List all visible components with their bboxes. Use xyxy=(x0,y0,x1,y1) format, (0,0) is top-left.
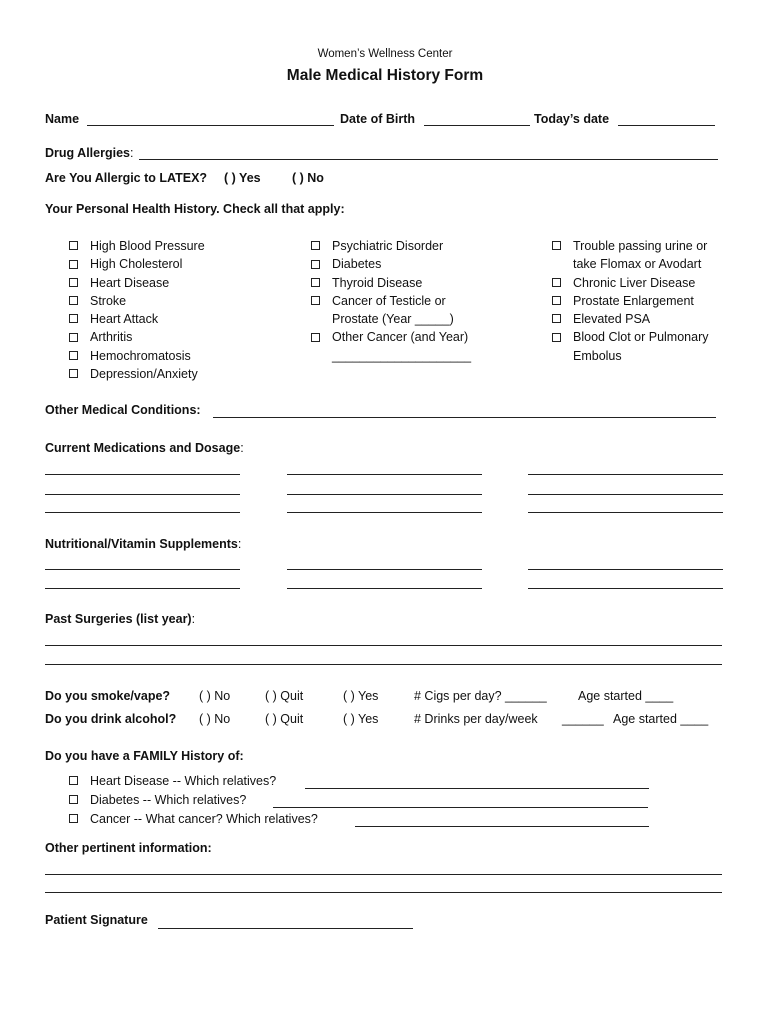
history-item[interactable]: High Cholesterol xyxy=(69,255,205,273)
checkbox-icon[interactable] xyxy=(69,333,78,342)
checkbox-icon[interactable] xyxy=(311,241,320,250)
other-conditions-label: Other Medical Conditions: xyxy=(45,403,201,417)
medication-line[interactable] xyxy=(528,474,723,475)
history-column-1 xyxy=(69,237,205,383)
history-column-2 xyxy=(311,237,471,365)
history-item[interactable]: Stroke xyxy=(69,292,205,310)
family-history-heading: Do you have a FAMILY History of: xyxy=(45,749,244,763)
history-item[interactable]: Prostate Enlargement xyxy=(552,292,708,310)
supplement-line[interactable] xyxy=(45,569,240,570)
history-item[interactable]: High Blood Pressure xyxy=(69,237,205,255)
other-info-line[interactable] xyxy=(45,874,722,875)
checkbox-icon[interactable] xyxy=(552,333,561,342)
family-diabetes-relatives-field[interactable] xyxy=(273,807,648,808)
latex-no-option[interactable]: ( ) No xyxy=(292,171,324,185)
cigs-per-day-field[interactable]: # Cigs per day? ______ xyxy=(414,689,547,703)
drinks-per-week-label: # Drinks per day/week xyxy=(414,712,538,726)
dob-field[interactable] xyxy=(424,125,530,126)
checkbox-icon[interactable] xyxy=(69,776,78,785)
family-history-item[interactable]: Heart Disease -- Which relatives? xyxy=(69,774,276,788)
surgeries-line[interactable] xyxy=(45,664,722,665)
smoke-quit-option[interactable]: ( ) Quit xyxy=(265,689,304,703)
other-info-label: Other pertinent information: xyxy=(45,841,212,855)
signature-label: Patient Signature xyxy=(45,913,148,927)
name-field[interactable] xyxy=(87,125,334,126)
supplement-line[interactable] xyxy=(287,588,482,589)
today-date-field[interactable] xyxy=(618,125,715,126)
checkbox-icon[interactable] xyxy=(552,278,561,287)
medication-line[interactable] xyxy=(528,512,723,513)
alcohol-quit-option[interactable]: ( ) Quit xyxy=(265,712,304,726)
history-item[interactable]: Diabetes xyxy=(311,255,471,273)
checkbox-icon[interactable] xyxy=(552,314,561,323)
history-item-continuation: Prostate (Year _____) xyxy=(332,312,454,327)
family-cancer-relatives-field[interactable] xyxy=(355,826,649,827)
drug-allergies-label: Drug Allergies: xyxy=(45,146,134,160)
smoke-yes-option[interactable]: ( ) Yes xyxy=(343,689,379,703)
checkbox-icon[interactable] xyxy=(69,814,78,823)
history-item[interactable]: Arthritis xyxy=(69,328,205,346)
medications-label: Current Medications and Dosage: xyxy=(45,441,244,455)
alcohol-yes-option[interactable]: ( ) Yes xyxy=(343,712,379,726)
history-item-continuation: take Flomax or Avodart xyxy=(573,257,702,272)
alcohol-no-option[interactable]: ( ) No xyxy=(199,712,231,726)
supplement-line[interactable] xyxy=(287,569,482,570)
checkbox-icon[interactable] xyxy=(311,260,320,269)
medication-line[interactable] xyxy=(287,494,482,495)
checkbox-icon[interactable] xyxy=(69,351,78,360)
medication-line[interactable] xyxy=(528,494,723,495)
name-label: Name xyxy=(45,112,80,126)
checkbox-icon[interactable] xyxy=(69,369,78,378)
other-info-line[interactable] xyxy=(45,892,722,893)
history-item[interactable]: Depression/Anxiety xyxy=(69,365,205,383)
history-item-continuation: ____________________ xyxy=(332,348,472,363)
checkbox-icon[interactable] xyxy=(69,296,78,305)
checkbox-icon[interactable] xyxy=(69,260,78,269)
other-conditions-field[interactable] xyxy=(213,417,716,418)
checkbox-icon[interactable] xyxy=(552,296,561,305)
history-item[interactable]: Heart Disease xyxy=(69,274,205,292)
smoke-no-option[interactable]: ( ) No xyxy=(199,689,231,703)
medication-line[interactable] xyxy=(45,512,240,513)
family-history-item[interactable]: Diabetes -- Which relatives? xyxy=(69,793,246,807)
history-item[interactable]: Hemochromatosis xyxy=(69,347,205,365)
history-item[interactable]: Thyroid Disease xyxy=(311,274,471,292)
history-item[interactable]: Heart Attack xyxy=(69,310,205,328)
checkbox-icon[interactable] xyxy=(69,278,78,287)
checkbox-icon[interactable] xyxy=(311,278,320,287)
supplement-line[interactable] xyxy=(45,588,240,589)
checkbox-icon[interactable] xyxy=(311,296,320,305)
checkbox-icon[interactable] xyxy=(311,333,320,342)
checkbox-icon[interactable] xyxy=(69,241,78,250)
personal-history-heading: Your Personal Health History. Check all that apply: xyxy=(45,202,345,216)
latex-question: Are You Allergic to LATEX? xyxy=(45,171,208,185)
medication-line[interactable] xyxy=(45,494,240,495)
alcohol-question: Do you drink alcohol? xyxy=(45,712,177,726)
history-item[interactable]: Psychiatric Disorder xyxy=(311,237,471,255)
history-item[interactable]: Cancer of Testicle or xyxy=(311,292,471,310)
history-item[interactable]: Blood Clot or Pulmonary xyxy=(552,328,708,346)
checkbox-icon[interactable] xyxy=(69,795,78,804)
surgeries-label: Past Surgeries (list year): xyxy=(45,612,196,626)
history-item[interactable]: Trouble passing urine or xyxy=(552,237,708,255)
today-date-label: Today’s date xyxy=(534,112,610,126)
family-history-item[interactable]: Cancer -- What cancer? Which relatives? xyxy=(69,812,318,826)
history-column-3 xyxy=(552,237,708,365)
history-item[interactable]: Elevated PSA xyxy=(552,310,708,328)
drug-allergies-field[interactable] xyxy=(139,159,718,160)
signature-field[interactable] xyxy=(158,928,413,929)
medication-line[interactable] xyxy=(287,474,482,475)
medication-line[interactable] xyxy=(287,512,482,513)
history-item[interactable]: Chronic Liver Disease xyxy=(552,274,708,292)
supplement-line[interactable] xyxy=(528,588,723,589)
supplements-label: Nutritional/Vitamin Supplements: xyxy=(45,537,242,551)
checkbox-icon[interactable] xyxy=(69,314,78,323)
supplement-line[interactable] xyxy=(528,569,723,570)
smoke-question: Do you smoke/vape? xyxy=(45,689,171,703)
history-item[interactable]: Other Cancer (and Year) xyxy=(311,328,471,346)
dob-label: Date of Birth xyxy=(340,112,415,126)
checkbox-icon[interactable] xyxy=(552,241,561,250)
form-title: Male Medical History Form xyxy=(286,67,484,84)
medication-line[interactable] xyxy=(45,474,240,475)
smoke-age-started-field[interactable]: Age started ____ xyxy=(578,689,674,703)
surgeries-line[interactable] xyxy=(45,645,722,646)
family-heart-relatives-field[interactable] xyxy=(305,788,649,789)
organization-name: Women’s Wellness Center xyxy=(317,48,453,60)
drinks-per-week-field[interactable]: ______ xyxy=(562,712,604,726)
alcohol-age-started-field[interactable]: Age started ____ xyxy=(613,712,709,726)
history-item-continuation: Embolus xyxy=(573,348,622,363)
latex-yes-option[interactable]: ( ) Yes xyxy=(224,171,261,185)
